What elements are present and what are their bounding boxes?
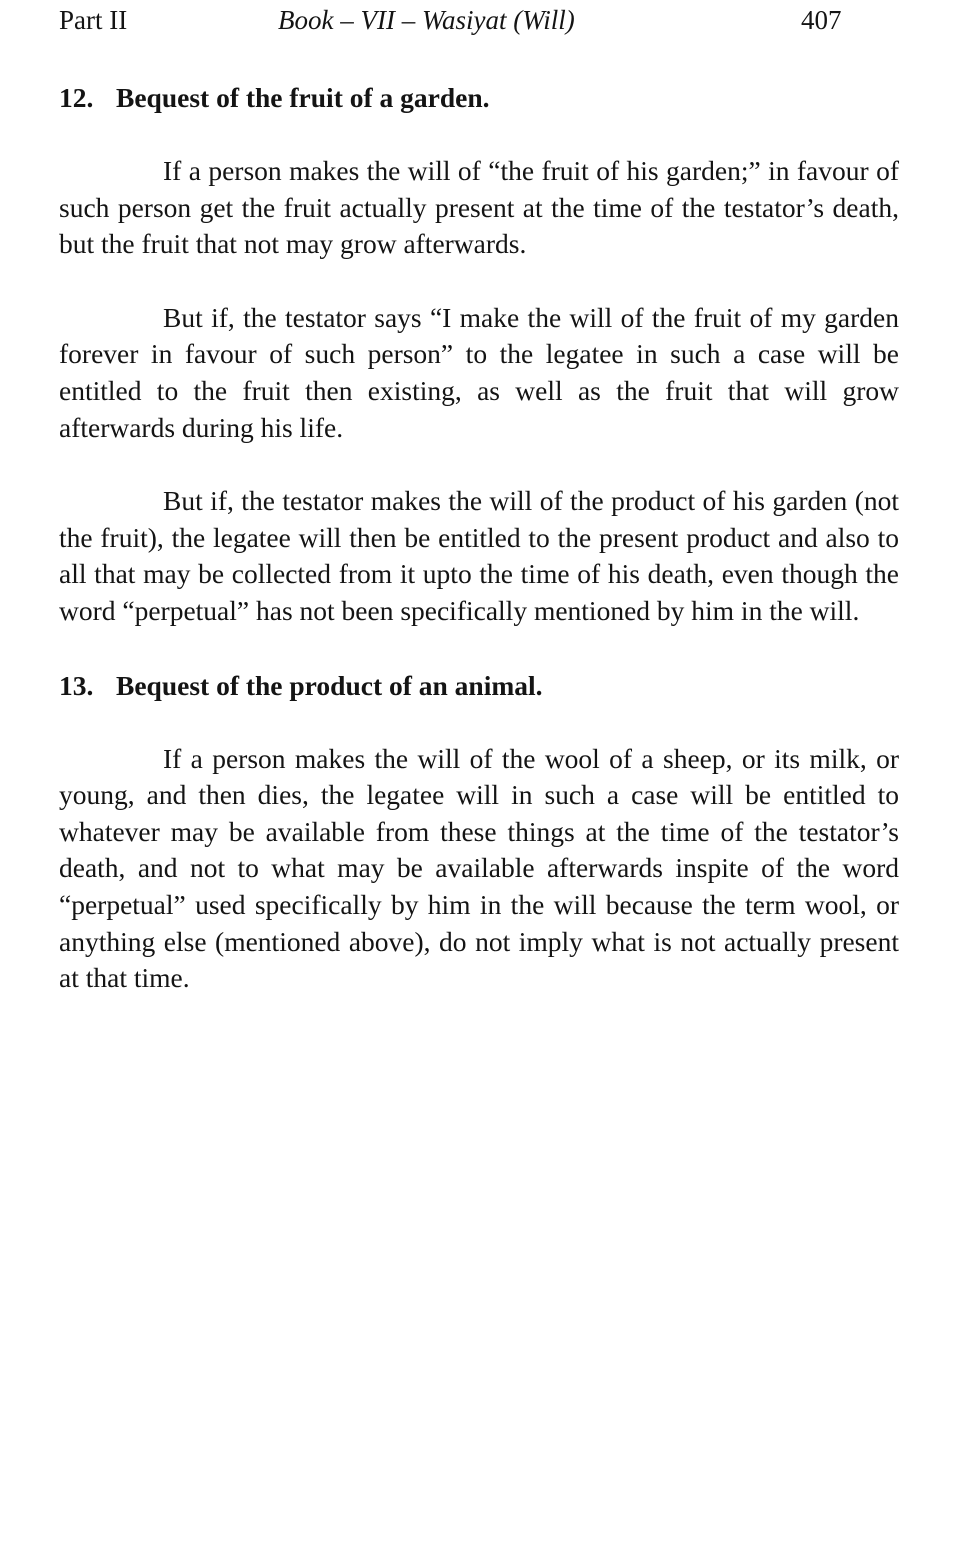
- section-heading: [59, 79, 899, 116]
- paragraph: If a person makes the will of “the fruit of his garden;” in favour of such person get the fruit actually present at the time of the testator’s death, but the fruit that not may grow afterwards.: [59, 155, 899, 260]
- section-heading: [59, 667, 899, 704]
- paragraph: But if, the testator makes the will of the product of his garden (not the fruit), the legatee will then be entitled to the present product and also to all that may be collected from it upto the time of his death, even though the word “perpetual” has not been specifically mentioned by him in the will.: [59, 485, 899, 626]
- page-number: 407: [801, 5, 842, 35]
- section-12: [59, 79, 899, 630]
- part-label: Part II: [59, 5, 128, 35]
- paragraph: If a person makes the will of the wool of a sheep, or its milk, or young, and then dies, the legatee will in such a case will be entitled to whatever may be available from these things at the time of the testator’s death, and not to what may be available afterwards inspite of the word “perpetual” used specifically by him in the will because the term wool, or anything else (mentioned above), do not imply what is not actually present at that time.: [59, 742, 899, 994]
- section-title: Bequest of the product of an animal.: [116, 669, 543, 701]
- running-header: [59, 0, 899, 48]
- document-page: [59, 0, 899, 997]
- book-title: Book – VII – Wasiyat (Will): [278, 5, 575, 35]
- paragraph: But if, the testator says “I make the will of the fruit of my garden forever in favour of such person” to the legatee in such a case will be entitled to the fruit then existing, as well as the fruit that will grow afterwards during his life.: [59, 301, 899, 443]
- section-13: [59, 667, 899, 997]
- section-title: Bequest of the fruit of a garden.: [116, 82, 490, 113]
- section-number: 13.: [59, 669, 94, 701]
- section-number: 12.: [59, 82, 94, 113]
